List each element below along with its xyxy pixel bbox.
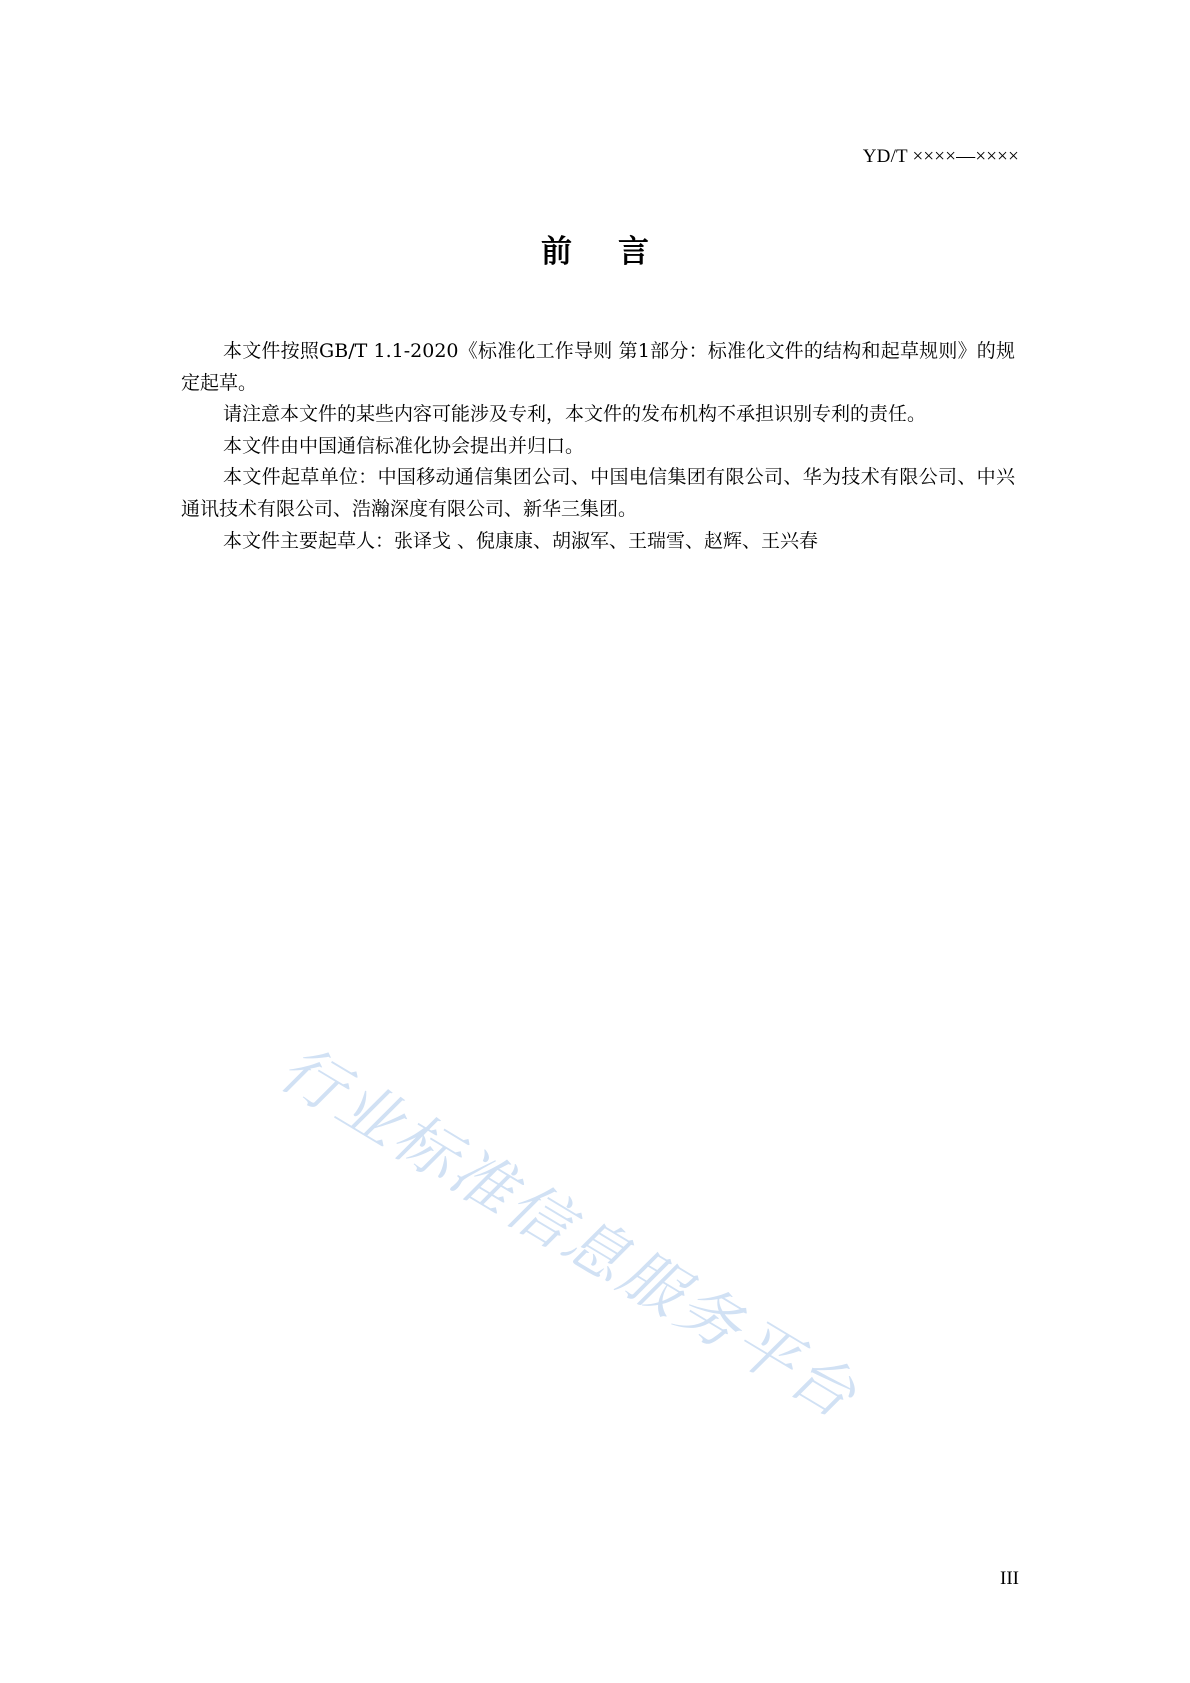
paragraph-drafters: 本文件主要起草人：张译戈 、倪康康、胡淑军、王瑞雪、赵辉、王兴春 <box>223 529 819 552</box>
watermark: 行业标准信息服务平台 <box>267 1031 872 1434</box>
page-title: 前言 <box>541 234 695 270</box>
document-code: YD/T ××××—×××× <box>862 146 1019 167</box>
page-number: III <box>1000 1568 1019 1589</box>
paragraph-drafting-rules: 本文件按照GB/T 1.1-2020《标准化工作导则 第1部分：标准化文件的结构和起草规则》的规定起草。 <box>181 340 1015 394</box>
paragraph-drafting-units: 本文件起草单位：中国移动通信集团公司、中国电信集团有限公司、华为技术有限公司、中兴通讯技术有限公司、浩瀚深度有限公司、新华三集团。 <box>181 466 1015 520</box>
preface-body <box>181 336 1015 557</box>
paragraph-proposer: 本文件由中国通信标准化协会提出并归口。 <box>223 434 585 457</box>
paragraph-patent-notice: 请注意本文件的某些内容可能涉及专利，本文件的发布机构不承担识别专利的责任。 <box>223 403 927 426</box>
